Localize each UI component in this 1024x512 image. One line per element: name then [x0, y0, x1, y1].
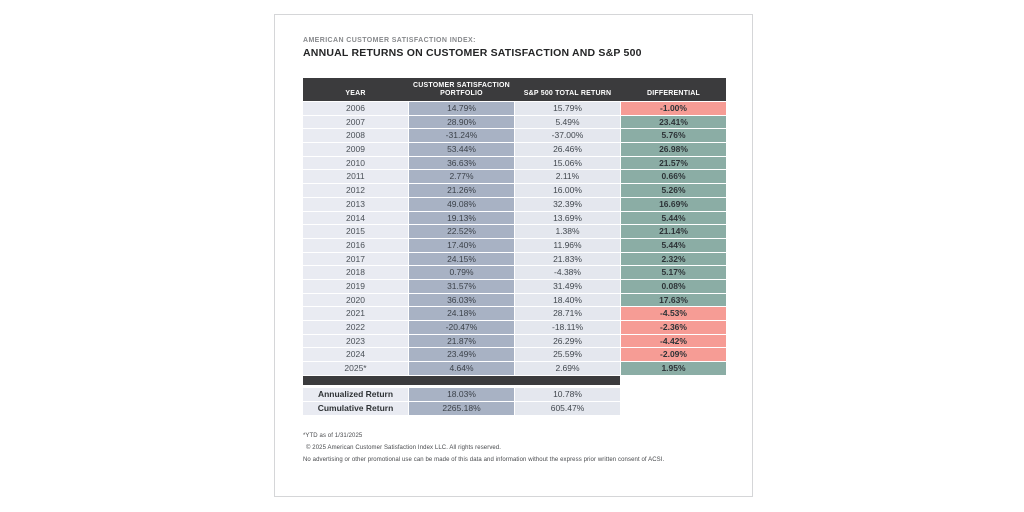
sp500-cell: 1.38%	[515, 225, 620, 238]
portfolio-cell: 14.79%	[409, 102, 514, 115]
footnote-copyright: © 2025 American Customer Satisfaction Index LLC. All rights reserved.	[306, 445, 502, 452]
differential-cell: 5.26%	[621, 184, 726, 197]
summary-portfolio-cell: 18.03%	[409, 388, 514, 401]
table-row	[303, 170, 726, 183]
year-cell: 2024	[303, 348, 408, 361]
differential-cell: 5.44%	[621, 212, 726, 225]
table-row	[303, 321, 726, 334]
year-cell: 2025*	[303, 362, 408, 375]
sp500-cell: -18.11%	[515, 321, 620, 334]
table-row	[303, 294, 726, 307]
year-cell: 2010	[303, 157, 408, 170]
portfolio-cell: 22.52%	[409, 225, 514, 238]
sp500-cell: 32.39%	[515, 198, 620, 211]
table-body	[303, 102, 726, 375]
table-row	[303, 335, 726, 348]
sp500-cell: 16.00%	[515, 184, 620, 197]
summary-body	[303, 388, 726, 415]
report-content	[275, 15, 752, 463]
sp500-cell: 26.29%	[515, 335, 620, 348]
sp500-cell: 28.71%	[515, 307, 620, 320]
header-portfolio-line2: PORTFOLIO	[440, 90, 483, 97]
portfolio-cell: 24.18%	[409, 307, 514, 320]
portfolio-cell: 17.40%	[409, 239, 514, 252]
portfolio-cell: 19.13%	[409, 212, 514, 225]
header-sp500-label: S&P 500 TOTAL RETURN	[523, 90, 612, 97]
sp500-cell: 25.59%	[515, 348, 620, 361]
year-cell: 2017	[303, 253, 408, 266]
portfolio-cell: -20.47%	[409, 321, 514, 334]
year-cell: 2011	[303, 170, 408, 183]
portfolio-cell: 4.64%	[409, 362, 514, 375]
differential-cell: -4.53%	[621, 307, 726, 320]
report-kicker: AMERICAN CUSTOMER SATISFACTION INDEX:	[303, 37, 476, 44]
portfolio-cell: 23.49%	[409, 348, 514, 361]
sp500-cell: 31.49%	[515, 280, 620, 293]
header-portfolio-line1: CUSTOMER SATISFACTION	[413, 82, 510, 89]
differential-cell: 21.14%	[621, 225, 726, 238]
summary-label-cell: Annualized Return	[303, 388, 408, 401]
summary-portfolio-cell: 2265.18%	[409, 402, 514, 415]
year-cell: 2016	[303, 239, 408, 252]
sp500-cell: 2.69%	[515, 362, 620, 375]
year-cell: 2023	[303, 335, 408, 348]
differential-cell: -4.42%	[621, 335, 726, 348]
sp500-cell: 15.06%	[515, 157, 620, 170]
sp500-cell: -4.38%	[515, 266, 620, 279]
year-cell: 2009	[303, 143, 408, 156]
footnote-consent: No advertising or other promotional use can be made of this data and information without the express prior written consent of ACSI.	[303, 457, 665, 464]
table-row	[303, 266, 726, 279]
portfolio-cell: 21.87%	[409, 335, 514, 348]
table-row	[303, 307, 726, 320]
page-title: ANNUAL RETURNS ON CUSTOMER SATISFACTION AND S&P 500	[303, 47, 642, 59]
footnotes	[303, 433, 752, 463]
portfolio-cell: 36.03%	[409, 294, 514, 307]
table-row	[303, 225, 726, 238]
differential-cell: -2.09%	[621, 348, 726, 361]
portfolio-cell: 36.63%	[409, 157, 514, 170]
differential-cell: -2.36%	[621, 321, 726, 334]
differential-cell: 21.57%	[621, 157, 726, 170]
portfolio-cell: 0.79%	[409, 266, 514, 279]
portfolio-cell: 53.44%	[409, 143, 514, 156]
differential-cell: 0.08%	[621, 280, 726, 293]
year-cell: 2018	[303, 266, 408, 279]
summary-row	[303, 388, 726, 401]
differential-cell: -1.00%	[621, 102, 726, 115]
differential-cell: 5.76%	[621, 129, 726, 142]
sp500-cell: -37.00%	[515, 129, 620, 142]
portfolio-cell: 2.77%	[409, 170, 514, 183]
year-cell: 2015	[303, 225, 408, 238]
summary-separator-bar	[303, 376, 620, 385]
differential-cell: 16.69%	[621, 198, 726, 211]
table-row	[303, 102, 726, 115]
table-row	[303, 184, 726, 197]
differential-cell: 26.98%	[621, 143, 726, 156]
summary-blank-cell	[621, 402, 726, 415]
report-card	[274, 14, 753, 497]
sp500-cell: 26.46%	[515, 143, 620, 156]
sp500-cell: 5.49%	[515, 116, 620, 129]
differential-cell: 23.41%	[621, 116, 726, 129]
summary-blank-cell	[621, 388, 726, 401]
table-row	[303, 116, 726, 129]
portfolio-cell: 31.57%	[409, 280, 514, 293]
year-cell: 2012	[303, 184, 408, 197]
table-row	[303, 129, 726, 142]
portfolio-cell: 21.26%	[409, 184, 514, 197]
table-row	[303, 362, 726, 375]
table-row	[303, 348, 726, 361]
summary-sp500-cell: 10.78%	[515, 388, 620, 401]
portfolio-cell: 28.90%	[409, 116, 514, 129]
footnote-ytd: *YTD as of 1/31/2025	[303, 433, 363, 440]
table-row	[303, 280, 726, 293]
table-row	[303, 157, 726, 170]
table-row	[303, 143, 726, 156]
year-cell: 2021	[303, 307, 408, 320]
sp500-cell: 2.11%	[515, 170, 620, 183]
differential-cell: 0.66%	[621, 170, 726, 183]
differential-cell: 2.32%	[621, 253, 726, 266]
table-row	[303, 198, 726, 211]
sp500-cell: 11.96%	[515, 239, 620, 252]
year-cell: 2014	[303, 212, 408, 225]
sp500-cell: 21.83%	[515, 253, 620, 266]
sp500-cell: 15.79%	[515, 102, 620, 115]
header-year	[303, 78, 408, 101]
table-row	[303, 253, 726, 266]
year-cell: 2008	[303, 129, 408, 142]
portfolio-cell: 49.08%	[409, 198, 514, 211]
header-sp500	[515, 78, 620, 101]
portfolio-cell: 24.15%	[409, 253, 514, 266]
table-row	[303, 212, 726, 225]
sp500-cell: 18.40%	[515, 294, 620, 307]
year-cell: 2007	[303, 116, 408, 129]
year-cell: 2022	[303, 321, 408, 334]
table-row	[303, 239, 726, 252]
header-year-label: YEAR	[345, 90, 366, 97]
table-header-row	[303, 78, 726, 101]
year-cell: 2013	[303, 198, 408, 211]
portfolio-cell: -31.24%	[409, 129, 514, 142]
header-differential-label: DIFFERENTIAL	[647, 90, 700, 97]
year-cell: 2020	[303, 294, 408, 307]
year-cell: 2019	[303, 280, 408, 293]
differential-cell: 5.44%	[621, 239, 726, 252]
summary-label-cell: Cumulative Return	[303, 402, 408, 415]
differential-cell: 17.63%	[621, 294, 726, 307]
year-cell: 2006	[303, 102, 408, 115]
differential-cell: 5.17%	[621, 266, 726, 279]
summary-row	[303, 402, 726, 415]
returns-table	[303, 78, 726, 415]
sp500-cell: 13.69%	[515, 212, 620, 225]
differential-cell: 1.95%	[621, 362, 726, 375]
header-differential	[621, 78, 726, 101]
summary-sp500-cell: 605.47%	[515, 402, 620, 415]
header-portfolio	[409, 78, 514, 101]
